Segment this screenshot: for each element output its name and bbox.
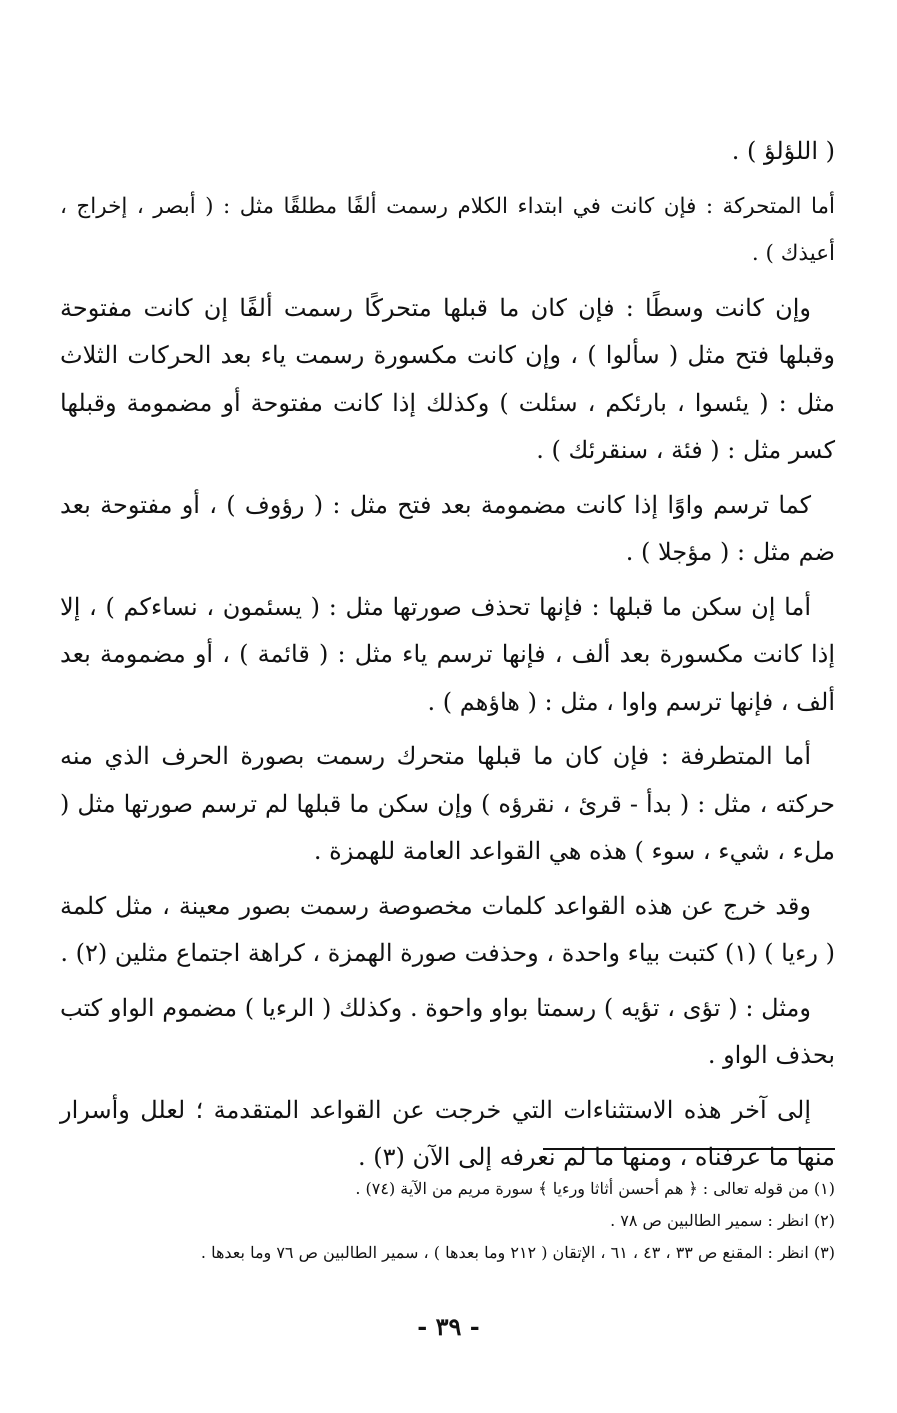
main-text (60, 128, 835, 1189)
footnote: (١) من قوله تعالى : ﴿ هم أحسن أثاثا ورءيا ﴾ سورة مريم من الآية (٧٤) . (355, 1179, 835, 1198)
footnotes (60, 1173, 835, 1269)
paragraph: إلى آخر هذه الاستثناءات التي خرجت عن القواعد المتقدمة ؛ لعلل وأسرار منها ما عرفناه ، ومنها ما لم نعرفه إلى الآن (٣) . (60, 1095, 835, 1171)
footnote: (٣) انظر : المقنع ص ٣٣ ، ٤٣ ، ٦١ ، الإتقان ( ٢١٢ وما بعدها ) ، سمير الطالبين ص ٧٦ وما بعدها . (200, 1243, 835, 1262)
paragraph: أما المتحركة : فإن كانت في ابتداء الكلام رسمت ألفًا مطلقًا مثل : ( أبصر ، إخراج ، أعيذك ) . (60, 193, 835, 266)
paragraph: وإن كانت وسطًا : فإن كان ما قبلها متحركًا رسمت ألفًا إن كانت مفتوحة وقبلها فتح مثل ( سألوا ) ، وإن كانت مكسورة رسمت ياء بعد الحركات الثلاث مثل : ( يئسوا ، بارئكم ، سئلت ) وكذلك إذا كانت مفتوحة أو مضمومة وقبلها كسر مثل : ( فئة ، سنقرئك ) . (60, 293, 835, 464)
paragraph: أما المتطرفة : فإن كان ما قبلها متحرك رسمت بصورة الحرف الذي منه حركته ، مثل : ( بدأ - قرئ ، نقرؤه ) وإن سكن ما قبلها لم ترسم صورتها مثل ( ملء ، شيء ، سوء ) هذه هي القواعد العامة للهمزة . (60, 742, 835, 865)
paragraph: وقد خرج عن هذه القواعد كلمات مخصوصة رسمت بصور معينة ، مثل كلمة ( رءيا ) (١) كتبت بياء واحدة ، وحذفت صورة الهمزة ، كراهة اجتماع مثلين (٢) . (60, 891, 835, 967)
paragraph: ومثل : ( تؤى ، تؤيه ) رسمتا بواو واحوة . وكذلك ( الرءيا ) مضموم الواو كتب بحذف الواو . (60, 993, 835, 1069)
paragraph: أما إن سكن ما قبلها : فإنها تحذف صورتها مثل : ( يسئمون ، نساءكم ) ، إلا إذا كانت مكسورة بعد ألف ، فإنها ترسم ياء مثل : ( قائمة ) ، أو مضمومة بعد ألف ، فإنها ترسم واوا ، مثل : ( هاؤهم ) . (60, 592, 835, 716)
paragraph: ( اللؤلؤ ) . (731, 137, 835, 165)
footnote: (٢) انظر : سمير الطالبين ص ٧٨ . (610, 1211, 835, 1230)
page-number: - ٣٩ - (417, 1312, 480, 1341)
paragraph: كما ترسم واوًا إذا كانت مضمومة بعد فتح مثل : ( رؤوف ) ، أو مفتوحة بعد ضم مثل : ( مؤجلا ) . (60, 490, 835, 566)
footnote-divider (543, 1148, 835, 1150)
